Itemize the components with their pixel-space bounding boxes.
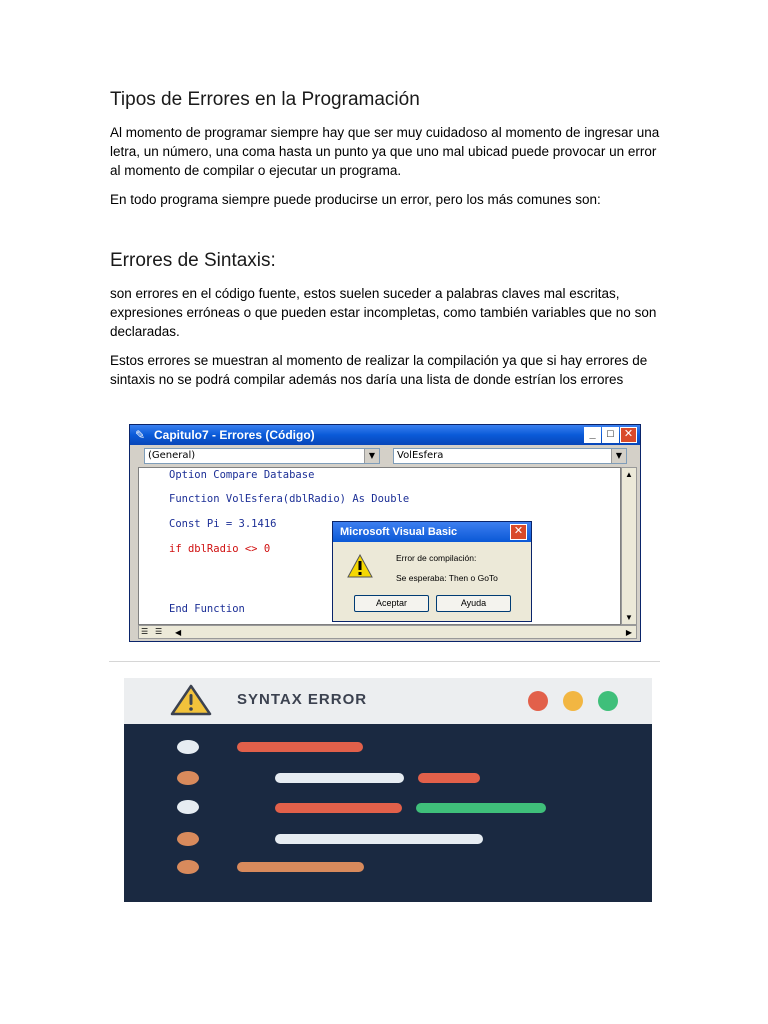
minimize-button[interactable]: _ [584,427,601,443]
scroll-right-icon[interactable]: ▶ [625,628,632,637]
code-bar [275,834,483,844]
common-errors-paragraph: En todo programa siempre puede producirse un error, pero los más comunes son: [110,192,601,207]
page-title: Tipos de Errores en la Programación [110,89,420,110]
vertical-scrollbar[interactable] [621,467,637,625]
horizontal-scrollbar[interactable] [138,625,637,639]
section-title: Errores de Sintaxis: [110,250,276,271]
code-bar [237,862,364,872]
chevron-down-icon[interactable]: ▼ [611,449,626,463]
code-line: Function VolEsfera(dblRadio) As Double [169,493,410,505]
chevron-down-icon[interactable]: ▼ [364,449,379,463]
vb-title-bar [130,425,640,445]
scroll-up-icon[interactable]: ▲ [625,470,633,479]
code-bar [275,773,404,783]
red-dot [528,691,548,711]
dialog-title-bar [333,522,531,542]
maximize-button[interactable]: □ [602,427,619,443]
divider [109,661,660,662]
illustration-header [124,678,652,724]
procedure-combo[interactable] [393,448,627,464]
dialog-message-line1: Error de compilación: [396,553,477,563]
line-marker [177,800,199,814]
error-dialog [332,521,532,622]
code-line: Option Compare Database [169,469,315,481]
scroll-down-icon[interactable]: ▼ [625,613,633,622]
code-bar [418,773,480,783]
code-bar [275,803,402,813]
help-button[interactable]: Ayuda [436,595,511,612]
code-line: Const Pi = 3.1416 [169,518,277,530]
vba-module-icon: ✎ [135,428,146,442]
warning-icon [347,554,373,578]
line-marker [177,740,199,754]
syntax-error-illustration [124,678,652,902]
object-combo-value: (General) [148,450,196,461]
syntax-definition-paragraph: son errores en el código fuente, estos suelen suceder a palabras claves mal escritas, expresiones erróneas o que pueden estar incompletas, como también variables que no son declaradas. [110,286,657,339]
line-marker [177,832,199,846]
scroll-left-icon[interactable]: ◀ [175,628,182,637]
code-bar [416,803,546,813]
warning-icon [170,684,212,716]
line-marker [177,771,199,785]
dialog-title: Microsoft Visual Basic [340,526,458,538]
code-line: End Function [169,603,245,615]
accept-button[interactable]: Aceptar [354,595,429,612]
green-dot [598,691,618,711]
code-line-error: if dblRadio <> 0 [169,543,271,555]
procedure-view-icon[interactable]: ☰ [141,627,149,636]
vb-window-title: Capitulo7 - Errores (Código) [154,428,315,442]
code-bar [237,742,363,752]
line-marker [177,860,199,874]
syntax-error-title: SYNTAX ERROR [237,691,368,708]
compilation-paragraph: Estos errores se muestran al momento de realizar la compilación ya que si hay errores de sintaxis no se podrá compilar además nos daría una lista de donde estrían los errores [110,353,648,387]
close-button[interactable]: ✕ [620,427,637,443]
yellow-dot [563,691,583,711]
dialog-close-button[interactable]: ✕ [510,524,527,540]
module-view-icon[interactable]: ☰ [155,627,163,636]
procedure-combo-value: VolEsfera [397,450,444,461]
intro-paragraph: Al momento de programar siempre hay que ser muy cuidadoso al momento de ingresar una letra, un número, una coma hasta un punto ya que uno mal ubicad puede provocar un error al momento de compilar o ejecutar un programa. [110,125,660,178]
object-combo[interactable] [144,448,380,464]
dialog-message-line2: Se esperaba: Then o GoTo [396,573,498,583]
